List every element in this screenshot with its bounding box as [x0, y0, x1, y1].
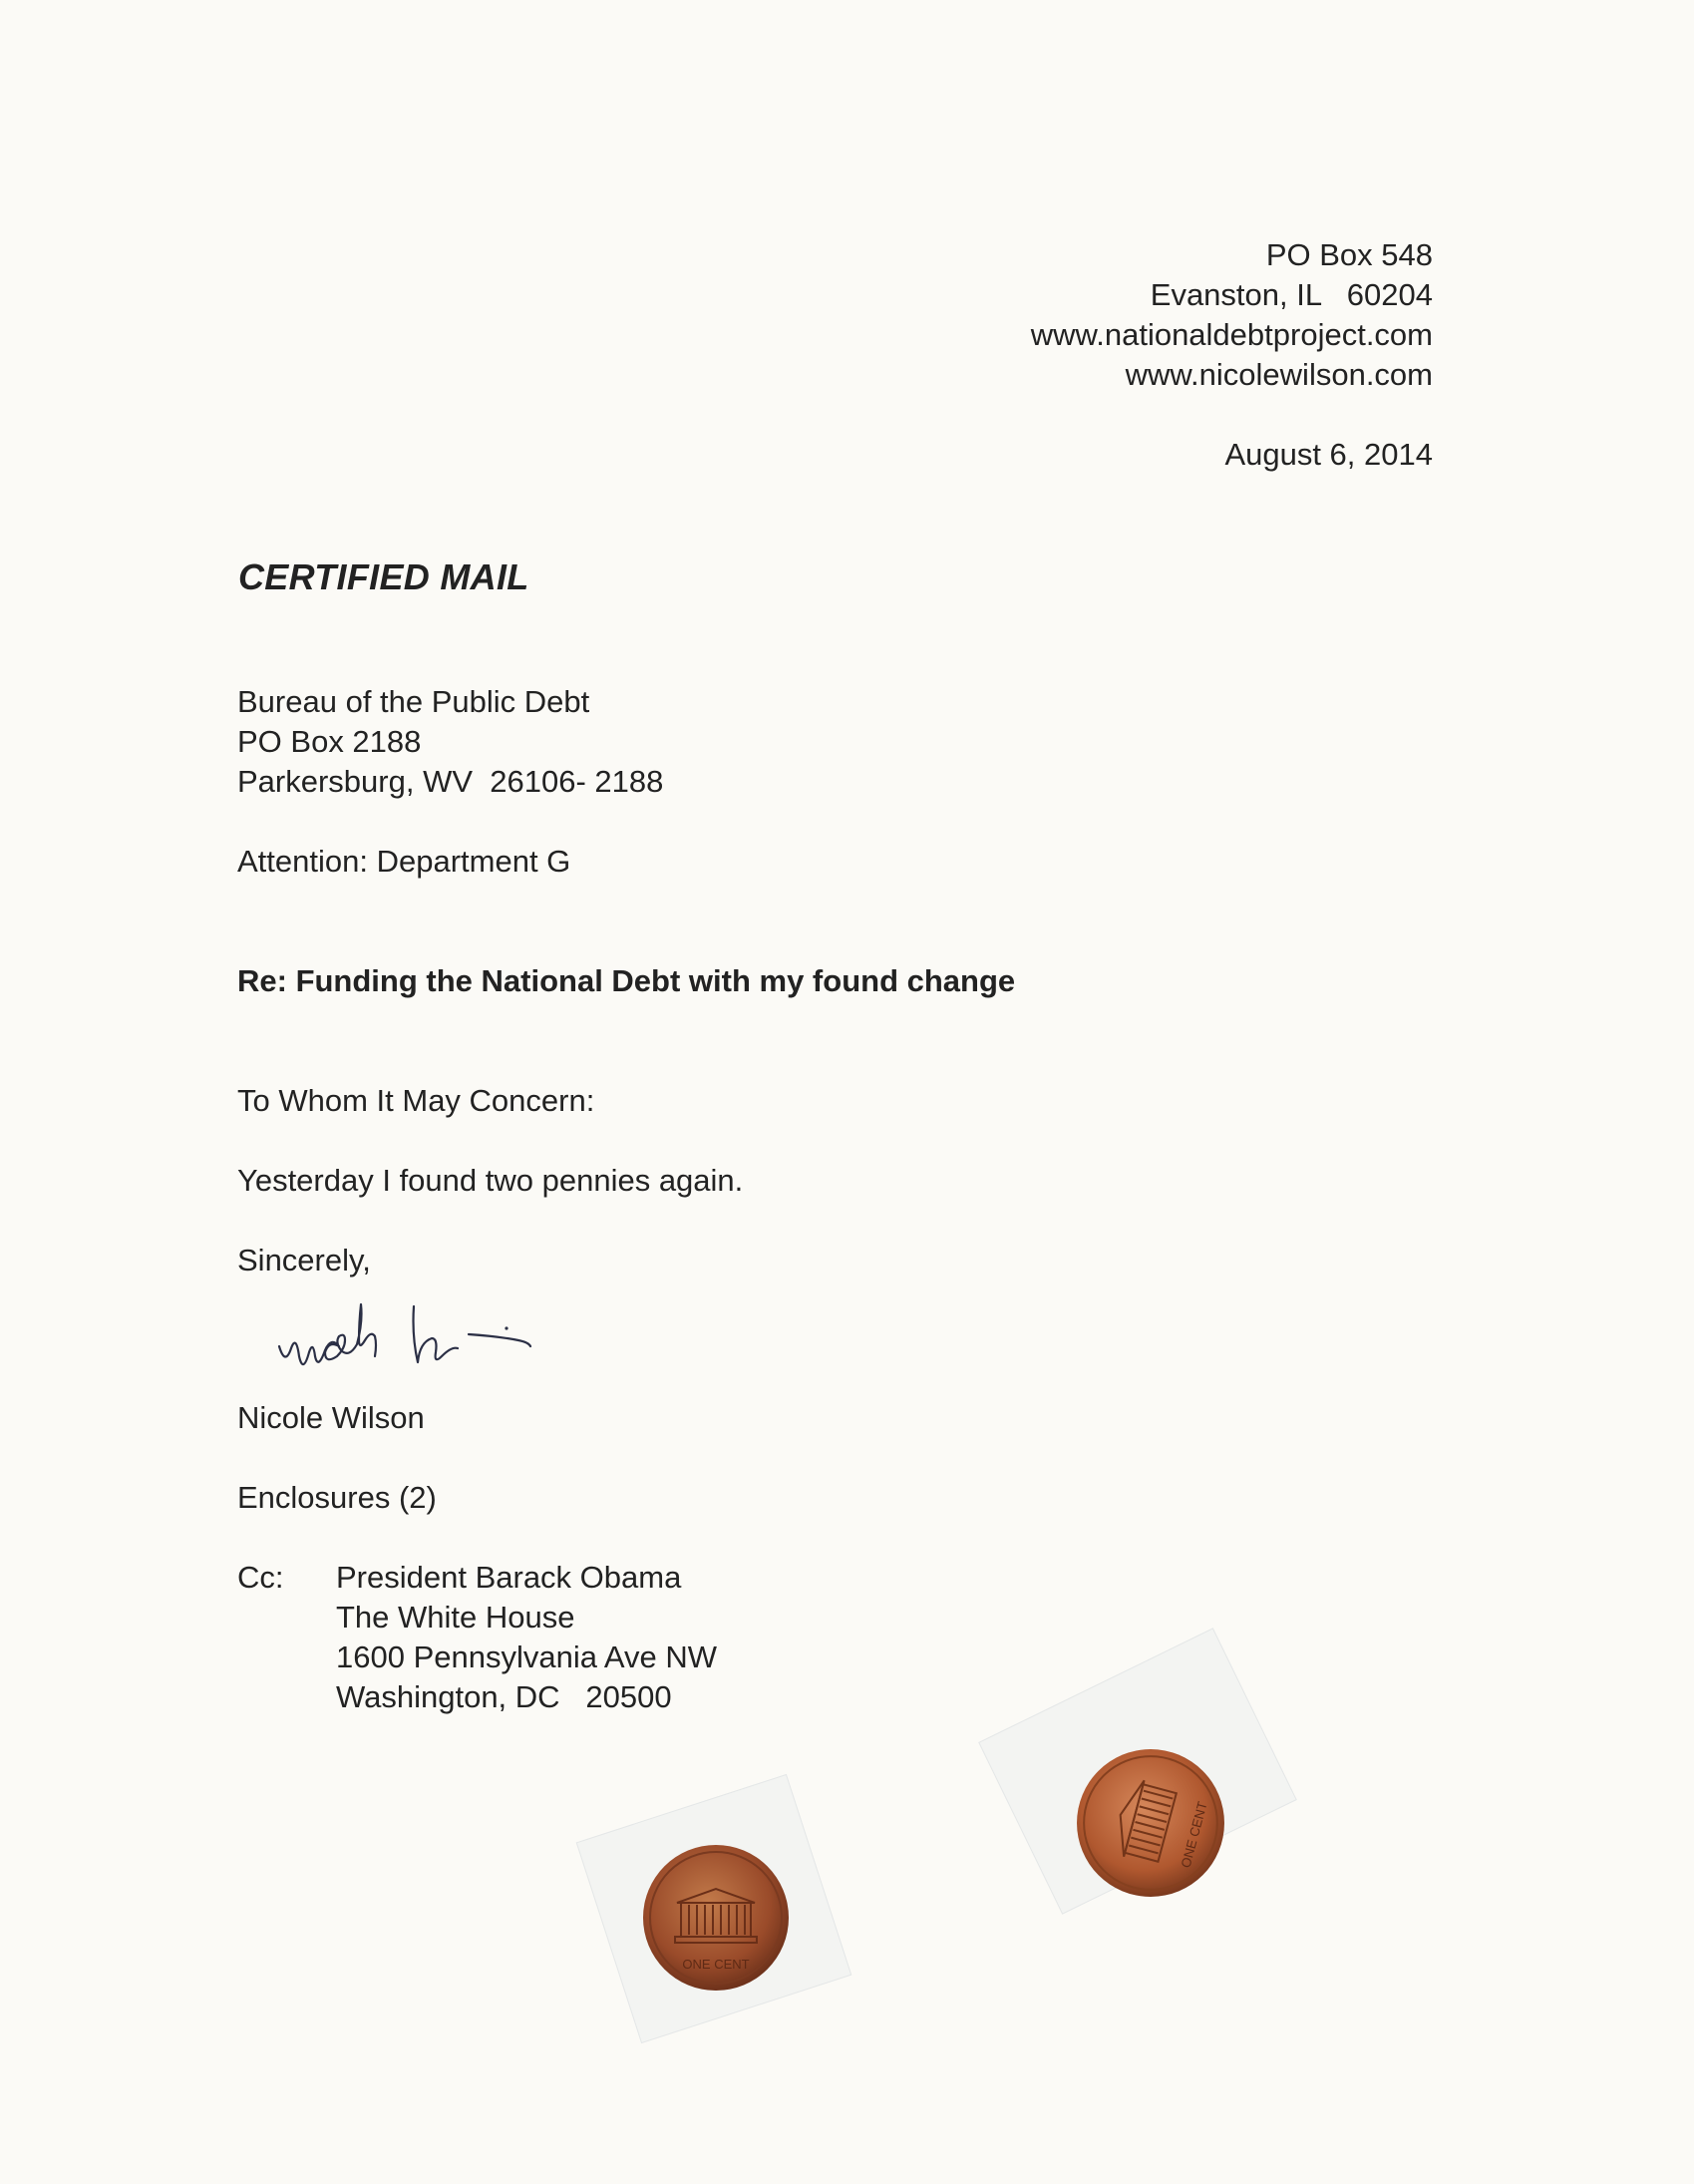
sender-website-1: www.nationaldebtproject.com: [1030, 317, 1433, 352]
attention-line: Attention: Department G: [237, 844, 571, 879]
cc-address-block: [336, 1558, 717, 1717]
penny-inscription: ONE CENT: [1178, 1799, 1210, 1870]
sender-address-line2: Evanston, IL 60204: [1150, 277, 1433, 312]
letter-body: Yesterday I found two pennies again.: [237, 1163, 744, 1198]
cc-line1: President Barack Obama: [336, 1560, 682, 1595]
sender-address-block: [1031, 235, 1433, 395]
sender-address-line1: PO Box 548: [1265, 237, 1433, 272]
cc-line3: 1600 Pennsylvania Ave NW: [336, 1639, 717, 1674]
cc-line2: The White House: [336, 1600, 575, 1635]
recipient-address-line2: Parkersburg, WV 26106- 2188: [237, 764, 664, 799]
cc-label: Cc:: [237, 1560, 284, 1595]
recipient-address-line1: PO Box 2188: [237, 724, 422, 759]
subject-line: Re: Funding the National Debt with my found change: [237, 963, 1016, 998]
letter-date: August 6, 2014: [1224, 437, 1433, 472]
sender-website-2: www.nicolewilson.com: [1125, 357, 1433, 392]
cc-line4: Washington, DC 20500: [336, 1679, 672, 1714]
handwritten-signature: [269, 1286, 598, 1396]
penny-inscription: ONE CENT: [682, 1957, 750, 1972]
penny-icon: [641, 1843, 791, 1993]
recipient-address-block: [237, 682, 663, 802]
recipient-name: Bureau of the Public Debt: [237, 684, 590, 719]
closing: Sincerely,: [237, 1243, 371, 1277]
mail-type-heading: CERTIFIED MAIL: [238, 556, 529, 597]
salutation: To Whom It May Concern:: [237, 1083, 595, 1118]
signer-name: Nicole Wilson: [237, 1400, 425, 1435]
enclosures-note: Enclosures (2): [237, 1480, 437, 1515]
penny-icon: [1075, 1747, 1226, 1899]
